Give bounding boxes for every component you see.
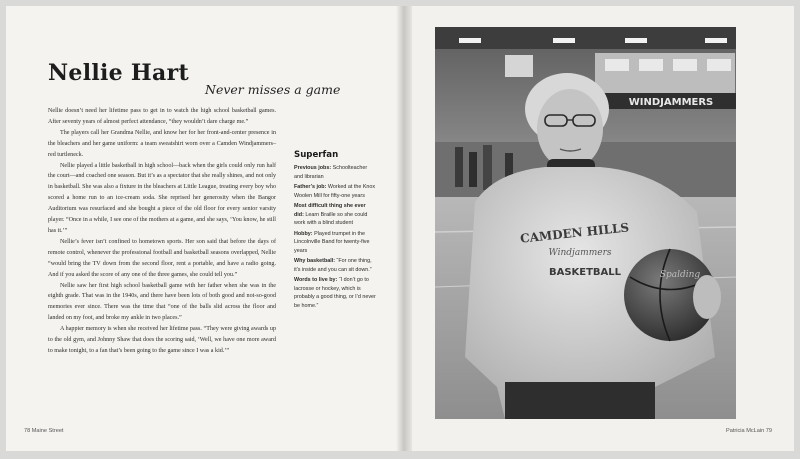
- sidebar-fact: [294, 276, 376, 310]
- body-paragraph: Nellie saw her first high school basketball game with her father when she was in the eighth grade. That was in the 1940s, and there have been lots of both good and not-so-good memories ever since. There was the time that “one of the balls slid across the floor and landed on my foot, and broke my ankle in two places.”: [48, 282, 276, 322]
- banner-text: WINDJAMMERS: [628, 97, 714, 108]
- fact-label: Most difficult thing she ever did:: [294, 203, 366, 218]
- body-paragraph: Nellie’s fever isn’t confined to hometown sports. Her son said that before the days of remote control, whenever the professional football and basketball seasons overlapped, Nellie “would bring the TV down from the second floor, rent a portable, and have a radio going. And if you asked the score of any one of the three games, she could tell you.”: [48, 238, 276, 278]
- sidebar-title: Superfan: [294, 150, 339, 160]
- sidebar-fact: [294, 257, 376, 274]
- wall-banner: [639, 59, 663, 71]
- pants: [505, 382, 655, 419]
- fact-value: Schoolteacher and librarian: [294, 165, 368, 180]
- portrait-photo: [435, 27, 736, 419]
- fact-label: Previous jobs:: [294, 165, 332, 171]
- fact-value: Played trumpet in the Lincolnville Band for twenty-five years: [294, 230, 370, 254]
- sweatshirt-text: Windjammers: [548, 248, 612, 258]
- wall-banner: [605, 59, 629, 71]
- woman-hand: [693, 275, 721, 319]
- sidebar-fact: [294, 230, 376, 256]
- ceiling-light: [625, 38, 647, 43]
- article-title: Nellie Hart: [48, 60, 189, 86]
- ceiling-light: [553, 38, 575, 43]
- fact-value: “For one thing, it’s inside and you can sit down.”: [294, 258, 372, 273]
- fact-value: Worked at the Knox Woolen Mill for fifty-one years: [294, 184, 376, 199]
- fact-label: Hobby:: [294, 230, 313, 237]
- woman-face: [537, 89, 603, 169]
- spectator: [469, 152, 477, 187]
- wall-banner: [505, 55, 533, 77]
- ball-text: Spalding: [659, 270, 701, 280]
- photo-illustration: [435, 27, 736, 419]
- body-paragraph: Nellie played a little basketball in high school—back when the girls could only run half the court—and coached one season. But it’s as a spectator that she really shines, and not only in basketball. She was also a fixture in the bleachers at Little League, treating every boy who scored a home run to an ice-cream soda. She reprised her generosity when the Bangor Auditorium was resurfaced and she bought a piece of the old floor for every senior varsity player. “Once in a while, I see one of the mothers at a game, and she says, ‘You know, he still has it.’”: [48, 162, 276, 234]
- body-paragraph: Nellie doesn’t need her lifetime pass to get in to watch the high school basketball games. After seventy years of almost perfect attendance, “they wouldn’t dare charge me.”: [48, 108, 276, 125]
- body-paragraph: A happier memory is when she received her lifetime pass. “They were giving awards up to the old gym, and Johnny Shaw that does the scoring said, ‘Well, we have one more award to make tonight, to a fan that’s been going to the game since I was a kid.’”: [48, 326, 276, 354]
- sidebar-fact: [294, 202, 376, 228]
- fact-label: Father’s job:: [294, 184, 327, 190]
- sweatshirt-text: CAMDEN HILLS: [519, 220, 630, 246]
- article-body: [48, 106, 276, 357]
- wall-banner: [673, 59, 697, 71]
- wall-banner: [707, 59, 731, 71]
- superfan-sidebar: [294, 150, 376, 312]
- spectator: [483, 145, 492, 190]
- fact-value: “I don’t go to lacrosse or hockey, which is probably a good thing, or I’d never be home.”: [294, 277, 376, 309]
- fact-value: Learn Braille so she could work with a blind student: [294, 211, 368, 226]
- ceiling-light: [459, 38, 481, 43]
- fact-label: Words to live by:: [294, 277, 338, 283]
- fact-label: Why basketball:: [294, 258, 336, 264]
- ceiling-light: [705, 38, 727, 43]
- sidebar-fact: [294, 164, 376, 181]
- book-gutter: [396, 6, 412, 451]
- page-footer-right: Patricia McLain 79: [725, 428, 772, 434]
- body-paragraph: The players call her Grandma Nellie, and know her for her front-and-center presence in the bleachers and her game uniform: a team sweatshirt worn over a Camden Windjammers–red turtleneck.: [48, 129, 276, 158]
- article-subtitle: Never misses a game: [205, 82, 341, 97]
- spectator: [455, 147, 463, 187]
- page-footer-left: 78 Maine Street: [24, 428, 64, 434]
- sidebar-fact: [294, 183, 376, 200]
- sweatshirt-text: BASKETBALL: [548, 267, 622, 278]
